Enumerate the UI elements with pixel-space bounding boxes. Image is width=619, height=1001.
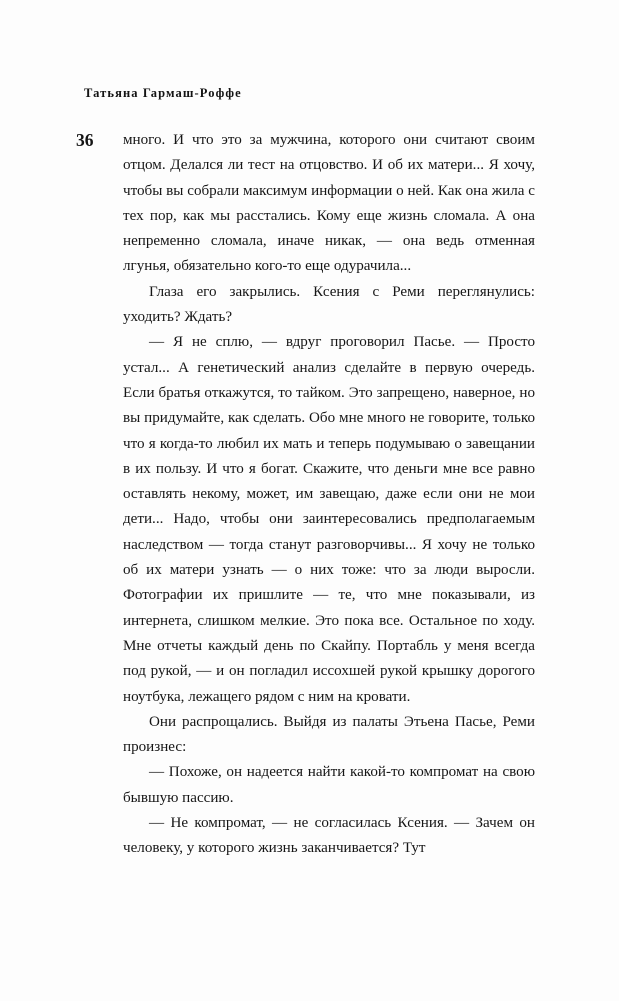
paragraph: много. И что это за мужчина, которого они считают своим отцом. Делался ли тест на отцовство. И об их матери... Я хочу, чтобы вы собрали максимум информации о ней. Как она жила с тех пор, как мы расстались. Кому еще жизнь сломала. А она непременно сломала, иначе никак, — она ведь отменная лгунья, обязательно кого-то еще одурачила...: [123, 132, 535, 275]
page-number: 36: [76, 130, 94, 150]
paragraph: — Похоже, он надеется найти какой-то компромат на свою бывшую пассию.: [123, 764, 535, 806]
running-head-author: Татьяна Гармаш-Роффе: [84, 86, 242, 100]
paragraph: Они распрощались. Выйдя из палаты Этьена Пасье, Реми произнес:: [123, 713, 535, 756]
paragraph: Глаза его закрылись. Ксения с Реми переглянулись: уходить? Ждать?: [123, 283, 535, 326]
body-text-column: [123, 128, 535, 862]
paragraph: — Я не сплю, — вдруг проговорил Пасье. — Просто устал... А генетический анализ сделайте в первую очередь. Если братья откажутся, то тайком. Это запрещено, наверное, но вы придумайте, как сделать. Обо мне много не говорите, только что я когда-то любил их мать и теперь подумываю о завещании в их пользу. И что я богат. Скажите, что деньги мне все равно оставлять некому, может, им завещаю, даже если они не мои дети... Надо, чтобы они заинтересовались предполагаемым наследством — тогда станут разговорчивы... Я хочу не только об их матери узнать — о них тоже: что за люди выросли. Фотографии их пришлите — те, что мне показывали, из интернета, слишком мелкие. Это пока все. Остальное по ходу. Мне отчеты каждый день по Скайпу. Портабль у меня всегда под рукой, — и он погладил иссохшей рукой крышку дорогого ноутбука, лежащего рядом с ним на кровати.: [123, 334, 535, 705]
paragraph: — Не компромат, — не согласилась Ксения. — Зачем он человеку, у которого жизнь заканчивается? Тут: [123, 815, 535, 857]
